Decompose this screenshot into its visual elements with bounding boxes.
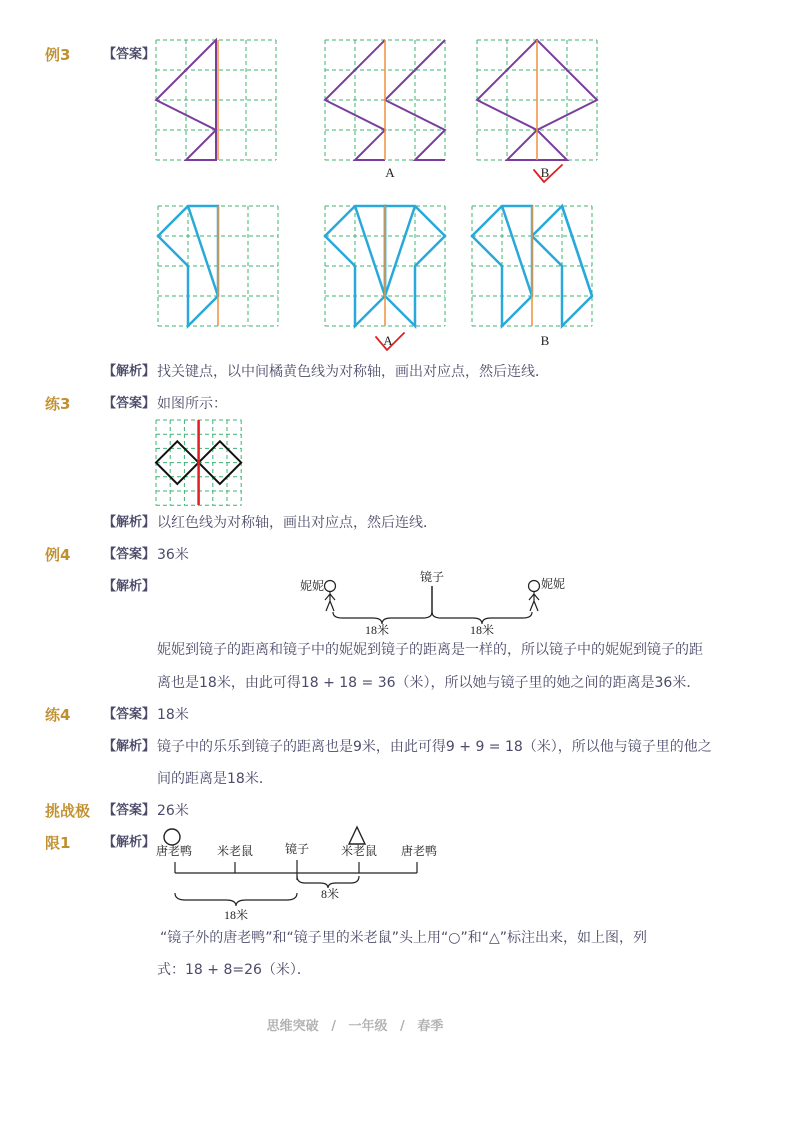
purple-shape-right	[385, 40, 445, 160]
cyan-shape-left	[472, 206, 532, 326]
pr3-answer-text: 如图所示：	[157, 396, 227, 412]
distance-right-label: 18米	[469, 623, 495, 637]
challenge-analysis-line-1: “镜子外的唐老鸭”和“镜子里的米老鼠”头上用“○”和“△”标注出来，如上图，列	[160, 930, 648, 946]
grid-lines	[472, 206, 592, 326]
red-check-icon	[534, 165, 562, 182]
distance-left-label: 18米	[364, 623, 390, 637]
pr4-analysis-line-2: 间的距离是18米．	[157, 771, 273, 787]
ex4-mirror-diagram	[300, 569, 565, 637]
page-footer	[0, 1017, 710, 1037]
cyan-shape-left	[325, 206, 385, 326]
brace-right	[432, 612, 532, 624]
brace-big	[175, 893, 297, 906]
option-b-label: B	[540, 333, 550, 348]
grid-lines	[156, 420, 241, 505]
pr3-analysis-text: 以红色线为对称轴，画出对应点，然后连线．	[157, 515, 437, 531]
purple-half-shape	[156, 40, 216, 160]
ex3-figure-option-b-cyan	[472, 206, 592, 348]
ex3-figure-given-cyan	[158, 206, 278, 326]
ex4-analysis-line-1: 妮妮到镜子的距离和镜子中的妮妮到镜子的距离是一样的，所以镜子中的妮妮到镜子的距	[157, 642, 703, 658]
ex4-analysis-tag: 【解析】	[103, 579, 156, 594]
right-person-label: 妮妮	[540, 577, 566, 591]
pr4-analysis-line-1: 镜子中的乐乐到镜子的距离也是9米，由此可得9 + 9 = 18（米），所以他与镜子里的他之	[157, 739, 712, 755]
challenge-analysis-tag: 【解析】	[103, 835, 156, 850]
cyan-half-shape	[158, 206, 218, 326]
cyan-inner-line-right	[562, 206, 592, 296]
right-diamond	[199, 441, 242, 484]
footer-season: 春季	[417, 1019, 444, 1034]
pr4-analysis-tag: 【解析】	[103, 739, 156, 754]
pr3-analysis-tag: 【解析】	[103, 515, 156, 530]
challenge-label-line-2: 限1	[45, 834, 71, 852]
cyan-inner-line-left	[355, 206, 385, 296]
distance-small-label: 8米	[320, 887, 340, 901]
ex3-analysis-text: 找关键点，以中间橘黄色线为对称轴，画出对应点，然后连线．	[157, 364, 549, 380]
brace-small	[297, 876, 359, 888]
position-label: 唐老鸭	[400, 844, 438, 858]
footer-separator: /	[400, 1019, 405, 1034]
pr3-figure-diamonds	[156, 420, 241, 505]
challenge-answer-text: 26米	[157, 803, 189, 819]
distance-big-label: 18米	[223, 908, 249, 922]
grid-lines	[156, 40, 276, 160]
cyan-shape-right	[532, 206, 592, 326]
grid-lines	[477, 40, 597, 160]
number-line	[175, 860, 417, 880]
brace-left	[333, 612, 432, 624]
ex3-answer-tag: 【答案】	[103, 47, 156, 62]
pr3-answer-tag: 【答案】	[103, 396, 156, 411]
left-person-label: 妮妮	[299, 579, 325, 593]
ex3-analysis-tag: 【解析】	[103, 364, 156, 379]
ex4-label: 例4	[45, 546, 71, 564]
pr4-answer-text: 18米	[157, 707, 189, 723]
ex3-figure-option-a-purple	[325, 40, 445, 180]
cyan-inner-line	[188, 206, 218, 296]
position-label: 镜子	[284, 842, 310, 856]
pr3-label: 练3	[45, 395, 71, 413]
position-label: 米老鼠	[340, 844, 378, 858]
challenge-label-line-1: 挑战极	[45, 802, 91, 820]
ex4-answer-text: 36米	[157, 547, 189, 563]
left-diamond	[156, 441, 199, 484]
challenge-analysis-line-2: 式：18 + 8=26（米）．	[157, 962, 311, 978]
cyan-shape-right	[385, 206, 445, 326]
ex4-answer-tag: 【答案】	[103, 547, 156, 562]
grid-lines	[325, 206, 445, 326]
ex3-label: 例3	[45, 46, 71, 64]
challenge-answer-tag: 【答案】	[103, 803, 156, 818]
ex3-figure-option-a-cyan	[325, 206, 445, 350]
challenge-mirror-diagram	[156, 827, 437, 922]
option-a-label: A	[385, 165, 395, 180]
circle-marker-icon	[164, 829, 180, 845]
grid-lines	[325, 40, 445, 160]
footer-grade: 一年级	[348, 1019, 388, 1034]
person-icon	[529, 581, 540, 612]
position-label: 唐老鸭	[155, 844, 193, 858]
option-a-label: A	[383, 333, 393, 348]
pr4-answer-tag: 【答案】	[103, 707, 156, 722]
purple-shape-left	[325, 40, 385, 160]
ex3-figure-given-purple	[156, 40, 276, 160]
grid-lines	[158, 206, 278, 326]
triangle-marker-icon	[349, 827, 365, 844]
ex4-analysis-line-2: 离也是18米，由此可得18 + 18 = 36（米），所以她与镜子里的她之间的距离是36米．	[157, 675, 701, 691]
cyan-inner-line-left	[502, 206, 532, 296]
cyan-inner-line-right	[385, 206, 415, 296]
mirror-label: 镜子	[419, 570, 445, 584]
pr4-label: 练4	[45, 706, 71, 724]
position-label: 米老鼠	[216, 844, 254, 858]
purple-symmetric-shape	[477, 40, 597, 160]
ex3-figure-option-b-purple	[477, 40, 597, 182]
footer-subject: 思维突破	[266, 1019, 319, 1034]
footer-separator: /	[331, 1019, 336, 1034]
person-icon	[325, 581, 336, 612]
option-b-label: B	[540, 165, 550, 180]
red-check-icon	[376, 333, 404, 350]
